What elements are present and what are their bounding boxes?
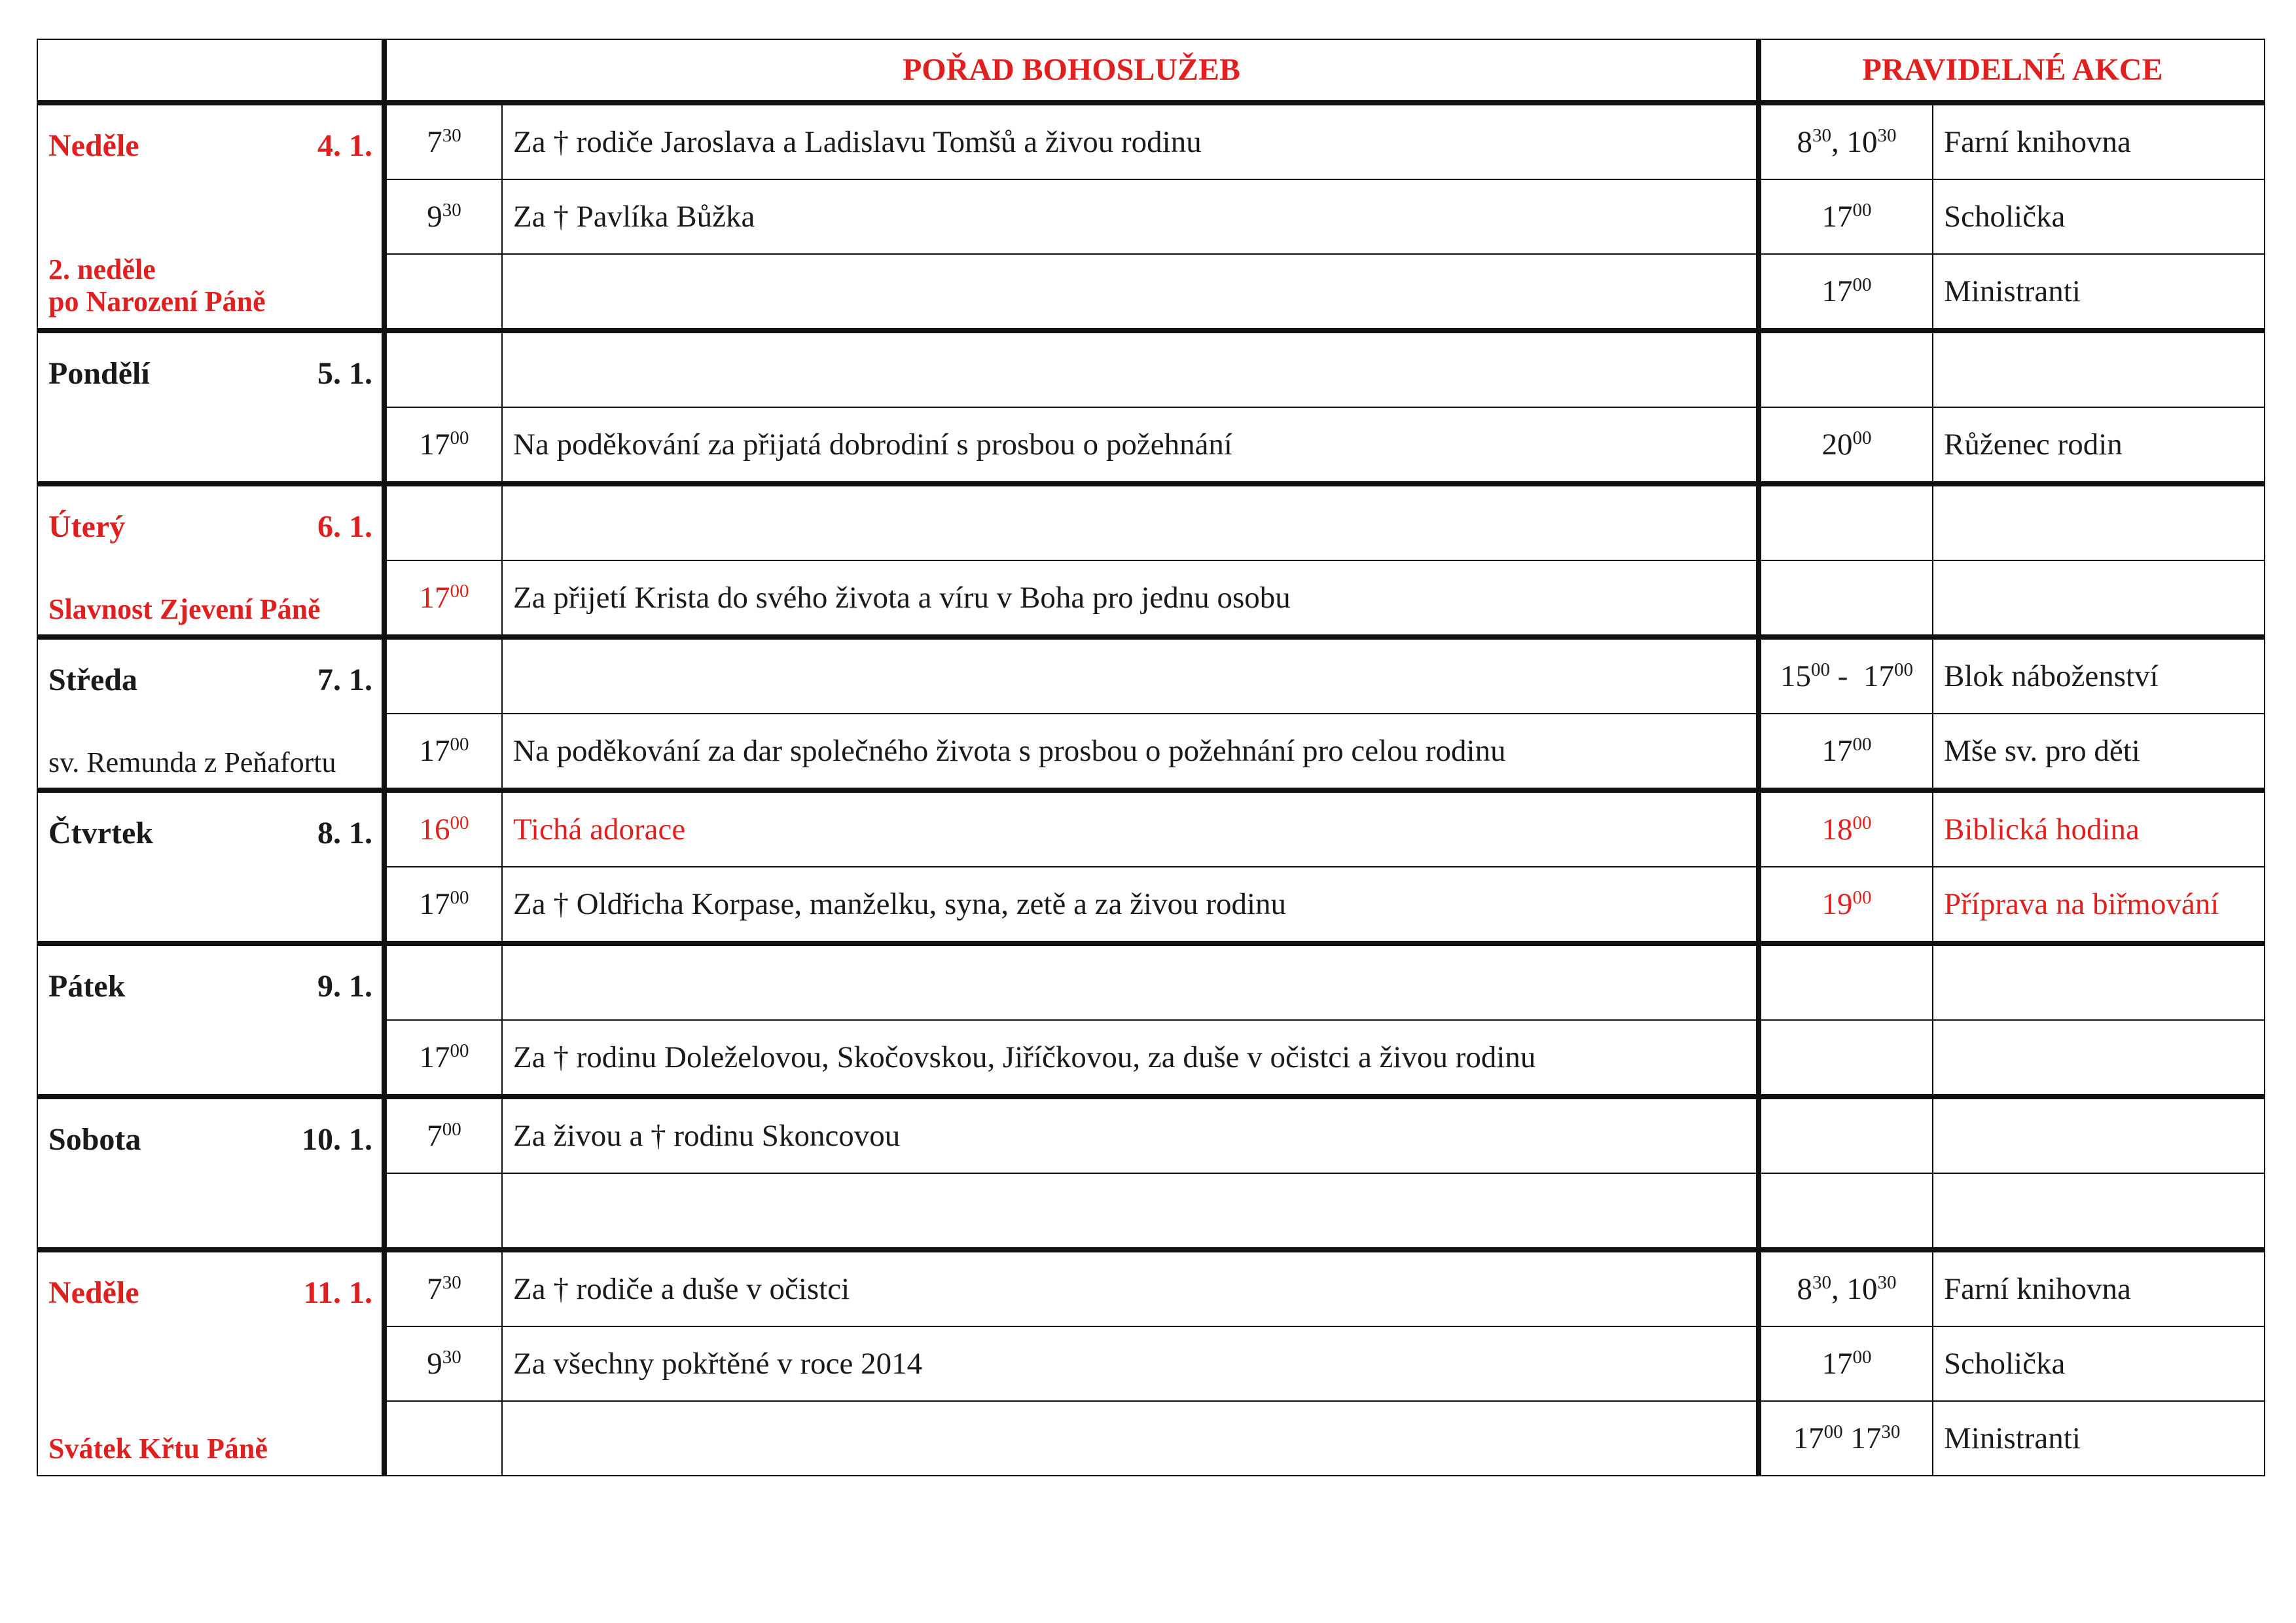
- event-name: Ministranti: [1933, 1401, 2265, 1476]
- time-main: 17: [419, 580, 450, 615]
- day-inner: [38, 105, 382, 325]
- event-name: [1933, 331, 2265, 407]
- event-name: Biblická hodina: [1933, 790, 2265, 867]
- time-minutes: 00: [450, 812, 469, 833]
- time-minutes: 00: [1852, 733, 1872, 755]
- time-main: 17: [1793, 1421, 1824, 1455]
- event-name: Farní knihovna: [1933, 1250, 2265, 1326]
- time-minutes: 30: [1812, 1271, 1831, 1293]
- event-name: [1933, 484, 2265, 560]
- event-name: Scholička: [1933, 179, 2265, 254]
- schedule-row: [37, 331, 2265, 407]
- schedule-row: [37, 1250, 2265, 1326]
- time-second-minutes: 30: [1877, 1271, 1897, 1293]
- time-main: 8: [1797, 1271, 1812, 1306]
- time-minutes: 00: [1811, 659, 1831, 680]
- event-time: [1759, 407, 1933, 484]
- service-intention: Tichá adorace: [502, 790, 1759, 867]
- service-intention: Na poděkování za dar společného života s prosbou o požehnání pro celou rodinu: [502, 714, 1759, 790]
- day-name: Úterý: [48, 509, 126, 544]
- event-name: Ministranti: [1933, 254, 2265, 331]
- event-time: [1759, 1401, 1933, 1476]
- time-second: , 10: [1831, 1271, 1878, 1306]
- service-intention: [502, 254, 1759, 331]
- header-services: POŘAD BOHOSLUŽEB: [384, 39, 1759, 103]
- event-name: Blok náboženství: [1933, 637, 2265, 714]
- event-name: [1933, 943, 2265, 1020]
- event-time: [1759, 637, 1933, 714]
- event-time: [1759, 867, 1933, 943]
- feast-line: Svátek Křtu Páně: [48, 1432, 268, 1465]
- time-main: 8: [1797, 124, 1812, 159]
- event-name: [1933, 1020, 2265, 1097]
- service-time: [384, 179, 502, 254]
- service-time: [384, 331, 502, 407]
- time-second-minutes: 00: [1893, 659, 1913, 680]
- time-minutes: 00: [1852, 199, 1872, 221]
- service-time: [384, 1326, 502, 1401]
- header-day: [37, 39, 384, 103]
- time-minutes: 00: [450, 580, 469, 602]
- day-cell: [37, 484, 384, 637]
- event-name: Scholička: [1933, 1326, 2265, 1401]
- time-minutes: 00: [450, 886, 469, 908]
- service-time: [384, 790, 502, 867]
- time-second: - 17: [1830, 659, 1894, 693]
- service-intention: Za † Pavlíka Bůžka: [502, 179, 1759, 254]
- event-time: [1759, 484, 1933, 560]
- day-cell: [37, 1250, 384, 1476]
- day-name: Pondělí: [48, 356, 150, 391]
- day-inner: [38, 1099, 382, 1246]
- day-date: 8. 1.: [317, 816, 372, 850]
- day-date: 5. 1.: [317, 356, 372, 391]
- day-date: 7. 1.: [317, 663, 372, 697]
- day-date: 6. 1.: [317, 509, 372, 544]
- event-name: [1933, 1173, 2265, 1250]
- time-second: , 10: [1831, 124, 1878, 159]
- time-main: 17: [1821, 1346, 1853, 1381]
- event-time: [1759, 943, 1933, 1020]
- schedule-row: [37, 103, 2265, 179]
- service-time: [384, 867, 502, 943]
- service-time: [384, 714, 502, 790]
- header-row: [37, 39, 2265, 103]
- time-main: 17: [419, 886, 450, 921]
- feast-label: [48, 254, 266, 318]
- service-intention: [502, 637, 1759, 714]
- event-time: [1759, 1250, 1933, 1326]
- time-minutes: 30: [442, 1271, 461, 1293]
- event-name: Růženec rodin: [1933, 407, 2265, 484]
- time-minutes: 00: [442, 1118, 461, 1140]
- time-main: 19: [1821, 886, 1853, 921]
- event-time: [1759, 1020, 1933, 1097]
- time-minutes: 00: [1852, 812, 1872, 833]
- day-cell: [37, 637, 384, 790]
- feast-line: sv. Remunda z Peňafortu: [48, 746, 336, 778]
- event-time: [1759, 254, 1933, 331]
- event-name: Farní knihovna: [1933, 103, 2265, 179]
- service-time: [384, 1250, 502, 1326]
- service-time: [384, 407, 502, 484]
- time-main: 17: [1821, 733, 1853, 768]
- service-intention: Za † rodinu Doleželovou, Skočovskou, Jiříčkovou, za duše v očistci a živou rodinu: [502, 1020, 1759, 1097]
- service-time: [384, 484, 502, 560]
- time-minutes: 00: [1852, 427, 1872, 448]
- time-main: 9: [427, 1346, 442, 1381]
- service-time: [384, 103, 502, 179]
- time-second-minutes: 30: [1881, 1421, 1901, 1442]
- feast-label: [48, 747, 336, 778]
- service-intention: Za † rodiče Jaroslava a Ladislavu Tomšů a živou rodinu: [502, 103, 1759, 179]
- time-minutes: 30: [442, 1346, 461, 1368]
- time-minutes: 00: [1852, 1346, 1872, 1368]
- service-time: [384, 1173, 502, 1250]
- time-second-minutes: 30: [1877, 124, 1897, 146]
- time-minutes: 30: [442, 199, 461, 221]
- schedule-table: [37, 39, 2265, 1476]
- service-intention: [502, 943, 1759, 1020]
- event-time: [1759, 179, 1933, 254]
- time-main: 7: [427, 1271, 442, 1306]
- schedule-row: [37, 637, 2265, 714]
- schedule-row: [37, 943, 2265, 1020]
- day-inner: [38, 793, 382, 939]
- event-time: [1759, 1097, 1933, 1173]
- day-name: Čtvrtek: [48, 816, 153, 850]
- event-time: [1759, 1173, 1933, 1250]
- time-main: 9: [427, 199, 442, 234]
- day-cell: [37, 1097, 384, 1250]
- service-intention: Za všechny pokřtěné v roce 2014: [502, 1326, 1759, 1401]
- feast-line: 2. neděle: [48, 253, 156, 286]
- day-inner: [38, 486, 382, 633]
- time-minutes: 00: [1852, 274, 1872, 295]
- time-minutes: 00: [1823, 1421, 1843, 1442]
- event-name: Příprava na biřmování: [1933, 867, 2265, 943]
- day-inner: [38, 333, 382, 480]
- time-main: 18: [1821, 812, 1853, 847]
- time-main: 17: [419, 427, 450, 462]
- time-main: 17: [1821, 199, 1853, 234]
- time-minutes: 30: [1812, 124, 1831, 146]
- service-intention: Na poděkování za přijatá dobrodiní s prosbou o požehnání: [502, 407, 1759, 484]
- event-name: [1933, 1097, 2265, 1173]
- time-main: 17: [419, 1040, 450, 1074]
- time-minutes: 00: [450, 427, 469, 448]
- feast-line: po Narození Páně: [48, 285, 266, 318]
- day-name: Neděle: [48, 1275, 139, 1310]
- service-time: [384, 1097, 502, 1173]
- day-cell: [37, 103, 384, 331]
- day-date: 10. 1.: [302, 1122, 372, 1157]
- day-inner: [38, 640, 382, 786]
- event-time: [1759, 714, 1933, 790]
- service-intention: Za přijetí Krista do svého života a víru v Boha pro jednu osobu: [502, 560, 1759, 637]
- schedule-row: [37, 484, 2265, 560]
- time-minutes: 00: [450, 733, 469, 755]
- service-intention: [502, 484, 1759, 560]
- service-time: [384, 943, 502, 1020]
- event-time: [1759, 790, 1933, 867]
- service-intention: [502, 1173, 1759, 1250]
- event-time: [1759, 1326, 1933, 1401]
- day-date: 9. 1.: [317, 969, 372, 1004]
- header-events: PRAVIDELNÉ AKCE: [1759, 39, 2265, 103]
- time-minutes: 30: [442, 124, 461, 146]
- schedule-row: [37, 790, 2265, 867]
- service-intention: [502, 331, 1759, 407]
- service-time: [384, 1020, 502, 1097]
- feast-label: [48, 1433, 268, 1465]
- day-name: Neděle: [48, 128, 139, 163]
- service-time: [384, 254, 502, 331]
- feast-line: Slavnost Zjevení Páně: [48, 593, 321, 625]
- service-time: [384, 560, 502, 637]
- event-name: Mše sv. pro děti: [1933, 714, 2265, 790]
- time-minutes: 00: [1852, 886, 1872, 908]
- time-second: 17: [1842, 1421, 1882, 1455]
- time-main: 15: [1780, 659, 1812, 693]
- event-time: [1759, 103, 1933, 179]
- time-main: 17: [1821, 274, 1853, 308]
- service-time: [384, 1401, 502, 1476]
- time-main: 7: [427, 124, 442, 159]
- day-inner: [38, 1252, 382, 1472]
- time-main: 16: [419, 812, 450, 847]
- service-intention: Za † Oldřicha Korpase, manželku, syna, zetě a za živou rodinu: [502, 867, 1759, 943]
- day-date: 4. 1.: [317, 128, 372, 163]
- day-name: Středa: [48, 663, 137, 697]
- day-cell: [37, 331, 384, 484]
- day-date: 11. 1.: [303, 1275, 372, 1310]
- day-cell: [37, 943, 384, 1097]
- feast-label: [48, 594, 321, 625]
- time-main: 7: [427, 1118, 442, 1153]
- time-main: 20: [1821, 427, 1853, 462]
- service-time: [384, 637, 502, 714]
- day-name: Pátek: [48, 969, 126, 1004]
- day-name: Sobota: [48, 1122, 141, 1157]
- time-minutes: 00: [450, 1040, 469, 1061]
- service-intention: [502, 1401, 1759, 1476]
- day-inner: [38, 946, 382, 1093]
- schedule-row: [37, 1097, 2265, 1173]
- event-name: [1933, 560, 2265, 637]
- service-intention: Za živou a † rodinu Skoncovou: [502, 1097, 1759, 1173]
- event-time: [1759, 560, 1933, 637]
- day-cell: [37, 790, 384, 943]
- event-time: [1759, 331, 1933, 407]
- time-main: 17: [419, 733, 450, 768]
- service-intention: Za † rodiče a duše v očistci: [502, 1250, 1759, 1326]
